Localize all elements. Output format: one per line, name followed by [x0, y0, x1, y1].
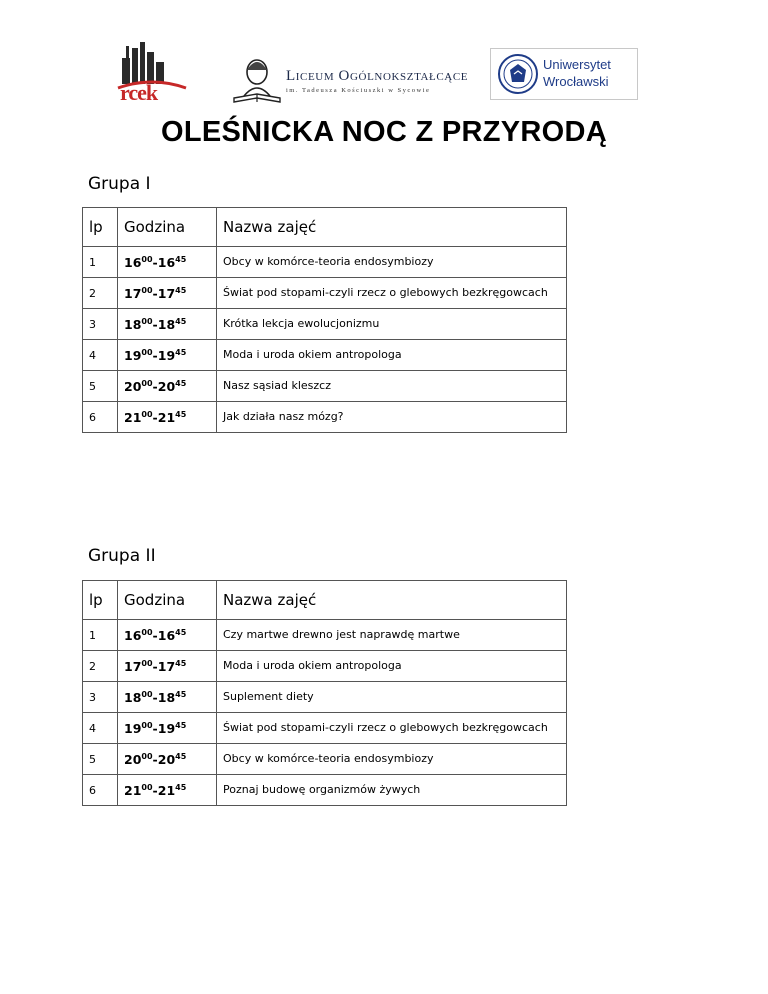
table-header-row [83, 208, 567, 247]
time-separator: - [152, 347, 158, 363]
row-activity: Obcy w komórce-teoria endosymbiozy [217, 247, 567, 278]
table-header-row [83, 581, 567, 620]
row-lp: 2 [83, 651, 118, 682]
time-separator: - [152, 658, 158, 674]
group-1-title: Grupa I [88, 174, 151, 194]
row-lp: 2 [83, 278, 118, 309]
end-minute: 45 [175, 378, 187, 388]
row-time [118, 402, 217, 433]
table-row [83, 371, 567, 402]
end-minute: 45 [175, 658, 187, 668]
end-hour: 19 [157, 720, 176, 736]
end-hour: 16 [157, 627, 176, 643]
time-separator: - [152, 689, 158, 705]
row-time [118, 278, 217, 309]
end-hour: 19 [157, 347, 176, 363]
end-minute: 45 [175, 254, 187, 264]
group-2-table [82, 580, 567, 806]
header-time: Godzina [118, 581, 217, 620]
header-lp: lp [83, 208, 118, 247]
start-hour: 20 [124, 378, 142, 394]
table-row [83, 651, 567, 682]
uwr-logo-line1: Uniwersytet [543, 57, 611, 72]
liceum-logo-title: Liceum Ogólnokształcące [286, 68, 469, 84]
end-minute: 45 [175, 285, 187, 295]
start-hour: 16 [124, 254, 142, 270]
end-hour: 21 [157, 409, 176, 425]
table-row [83, 744, 567, 775]
rcek-logo [116, 40, 188, 104]
start-hour: 18 [124, 316, 142, 332]
start-hour: 16 [124, 627, 142, 643]
row-activity: Krótka lekcja ewolucjonizmu [217, 309, 567, 340]
end-minute: 45 [175, 347, 187, 357]
row-lp: 3 [83, 309, 118, 340]
row-activity: Moda i uroda okiem antropologa [217, 340, 567, 371]
start-minute: 00 [141, 782, 153, 792]
start-hour: 18 [124, 689, 142, 705]
row-activity: Świat pod stopami-czyli rzecz o glebowych bezkręgowcach [217, 713, 567, 744]
row-time [118, 309, 217, 340]
end-minute: 45 [175, 316, 187, 326]
end-hour: 21 [157, 782, 176, 798]
header-activity: Nazwa zajęć [217, 581, 567, 620]
page-title: OLEŚNICKA NOC Z PRZYRODĄ [161, 116, 607, 148]
time-separator: - [152, 720, 158, 736]
row-activity: Moda i uroda okiem antropologa [217, 651, 567, 682]
row-lp: 6 [83, 775, 118, 806]
liceum-logo-subtitle: im. Tadeusza Kościuszki w Sycowie [286, 87, 431, 94]
table-row [83, 309, 567, 340]
logo-bar [0, 38, 768, 118]
table-row [83, 713, 567, 744]
time-separator: - [152, 782, 158, 798]
row-time [118, 620, 217, 651]
end-hour: 17 [157, 658, 176, 674]
start-minute: 00 [141, 720, 153, 730]
group-1-table [82, 207, 567, 433]
kosciuszko-portrait-icon [230, 56, 284, 106]
time-separator: - [152, 751, 158, 767]
table-row [83, 620, 567, 651]
start-minute: 00 [141, 658, 153, 668]
end-minute: 45 [175, 689, 187, 699]
start-hour: 19 [124, 720, 142, 736]
header-lp: lp [83, 581, 118, 620]
start-minute: 00 [141, 627, 153, 637]
row-lp: 5 [83, 744, 118, 775]
uwr-logo [490, 48, 638, 100]
row-activity: Poznaj budowę organizmów żywych [217, 775, 567, 806]
row-lp: 5 [83, 371, 118, 402]
table-row [83, 278, 567, 309]
row-time [118, 371, 217, 402]
table-row [83, 682, 567, 713]
time-separator: - [152, 285, 158, 301]
row-time [118, 340, 217, 371]
start-minute: 00 [141, 347, 153, 357]
row-lp: 1 [83, 620, 118, 651]
start-hour: 17 [124, 285, 142, 301]
end-minute: 45 [175, 409, 187, 419]
table-row [83, 775, 567, 806]
start-minute: 00 [141, 316, 153, 326]
table-row [83, 247, 567, 278]
row-activity: Świat pod stopami-czyli rzecz o glebowych bezkręgowcach [217, 278, 567, 309]
time-separator: - [152, 316, 158, 332]
end-hour: 18 [157, 689, 176, 705]
row-time [118, 775, 217, 806]
table-row [83, 340, 567, 371]
start-minute: 00 [141, 689, 153, 699]
end-hour: 16 [157, 254, 176, 270]
row-lp: 3 [83, 682, 118, 713]
row-activity: Czy martwe drewno jest naprawdę martwe [217, 620, 567, 651]
row-lp: 4 [83, 340, 118, 371]
header-activity: Nazwa zajęć [217, 208, 567, 247]
row-time [118, 247, 217, 278]
end-hour: 20 [157, 378, 176, 394]
start-hour: 21 [124, 409, 142, 425]
end-hour: 17 [157, 285, 176, 301]
row-activity: Nasz sąsiad kleszcz [217, 371, 567, 402]
start-minute: 00 [141, 751, 153, 761]
row-time [118, 744, 217, 775]
start-minute: 00 [141, 409, 153, 419]
time-separator: - [152, 254, 158, 270]
row-lp: 6 [83, 402, 118, 433]
start-minute: 00 [141, 378, 153, 388]
end-minute: 45 [175, 782, 187, 792]
uwr-logo-line2: Wrocławski [543, 74, 609, 89]
time-separator: - [152, 627, 158, 643]
group-2-title: Grupa II [88, 546, 156, 566]
row-activity: Obcy w komórce-teoria endosymbiozy [217, 744, 567, 775]
end-minute: 45 [175, 720, 187, 730]
start-hour: 19 [124, 347, 142, 363]
start-hour: 17 [124, 658, 142, 674]
header-time: Godzina [118, 208, 217, 247]
rcek-logo-text: rcek [120, 80, 158, 105]
time-separator: - [152, 409, 158, 425]
liceum-logo [230, 56, 470, 106]
row-lp: 4 [83, 713, 118, 744]
row-time [118, 682, 217, 713]
start-minute: 00 [141, 254, 153, 264]
start-hour: 21 [124, 782, 142, 798]
row-time [118, 651, 217, 682]
start-minute: 00 [141, 285, 153, 295]
uwr-seal-icon [496, 52, 540, 96]
end-hour: 18 [157, 316, 176, 332]
row-activity: Suplement diety [217, 682, 567, 713]
end-minute: 45 [175, 627, 187, 637]
end-hour: 20 [157, 751, 176, 767]
table-row [83, 402, 567, 433]
time-separator: - [152, 378, 158, 394]
row-activity: Jak działa nasz mózg? [217, 402, 567, 433]
start-hour: 20 [124, 751, 142, 767]
end-minute: 45 [175, 751, 187, 761]
row-lp: 1 [83, 247, 118, 278]
row-time [118, 713, 217, 744]
